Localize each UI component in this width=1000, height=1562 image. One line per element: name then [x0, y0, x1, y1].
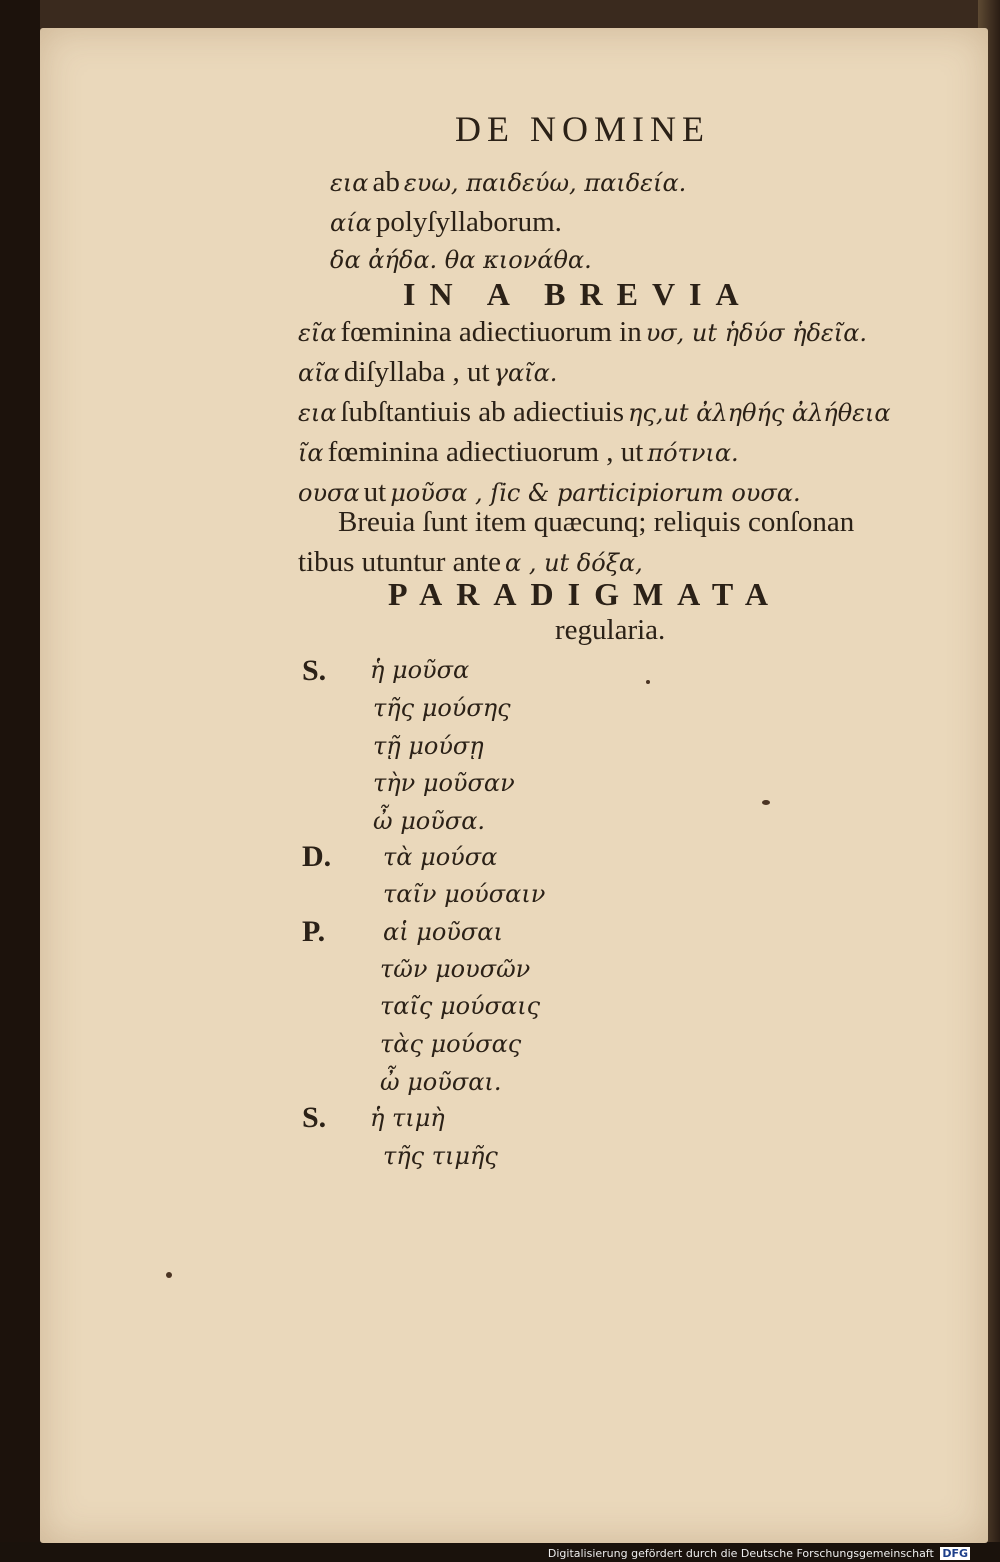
- footer-credit: Digitalisierung gefördert durch die Deutsche Forschungsgemeinschaft DFG: [547, 1547, 968, 1560]
- brevia-line-5: ουσα ut μοῦσα , ſic & participiorum ουσα.: [298, 476, 801, 508]
- paragraph-line-2: tibus utuntur ante α , ut δόξα,: [298, 546, 643, 578]
- case-label-plural: P.: [302, 915, 326, 948]
- page-header: DE NOMINE: [455, 109, 710, 149]
- paradigm-form: ἡ μοῦσα: [370, 656, 470, 684]
- ending-line-2: αία polyſyllaborum.: [330, 206, 562, 238]
- book-edge-left: [0, 0, 40, 1562]
- brevia-line-4: ῖα fœminina adiectiuorum , ut πότνια.: [298, 436, 739, 468]
- section-subtitle: regularia.: [555, 614, 666, 646]
- paradigm-form: ὦ μοῦσαι.: [380, 1068, 502, 1096]
- dfg-logo: DFG: [942, 1547, 968, 1560]
- paradigm-form: τῆς τιμῆς: [383, 1142, 498, 1170]
- case-label-singular: S.: [302, 654, 327, 687]
- paradigm-form: τὰς μούσας: [380, 1030, 522, 1058]
- paradigm-form: ἡ τιμὴ: [370, 1104, 445, 1132]
- ending-line-1: εια ab ευω, παιδεύω, παιδεία.: [330, 166, 687, 198]
- book-page: [40, 28, 988, 1543]
- paradigm-form: ταῖς μούσαις: [380, 992, 541, 1020]
- ink-speck: [166, 1272, 172, 1278]
- paradigm-form: τῇ μούσῃ: [373, 732, 484, 760]
- paradigm-form: αἱ μοῦσαι: [383, 918, 503, 946]
- brevia-line-3: εια ſubſtantiuis ab adiectiuis ης,ut ἀληθής ἀλήθεια: [298, 396, 891, 428]
- ink-speck: [646, 680, 650, 684]
- brevia-line-1: εῖα fœminina adiectiuorum in υσ, ut ἡδύσ ἡδεῖα.: [298, 316, 868, 348]
- paradigm-form: τῶν μουσῶν: [380, 955, 531, 983]
- ink-speck: [762, 800, 770, 805]
- case-label-singular-2: S.: [302, 1101, 327, 1134]
- case-label-dual: D.: [302, 840, 332, 873]
- section-heading-paradigmata: PARADIGMATA: [388, 576, 782, 612]
- paradigm-form: τῆς μούσης: [373, 694, 511, 722]
- ending-line-3: δα ἀήδα. θα κιονάθα.: [330, 246, 592, 274]
- paragraph-line-1: Breuia ſunt item quæcunq; reliquis conſonan: [338, 506, 855, 538]
- paradigm-form: ταῖν μούσαιν: [383, 880, 546, 908]
- section-heading-brevia: IN A BREVIA: [403, 276, 753, 312]
- brevia-line-2: αῖα diſyllaba , ut γαῖα.: [298, 356, 558, 388]
- paradigm-form: τὰ μούσα: [383, 843, 498, 871]
- paradigm-form: ὦ μοῦσα.: [373, 807, 486, 835]
- paradigm-form: τὴν μοῦσαν: [373, 769, 515, 797]
